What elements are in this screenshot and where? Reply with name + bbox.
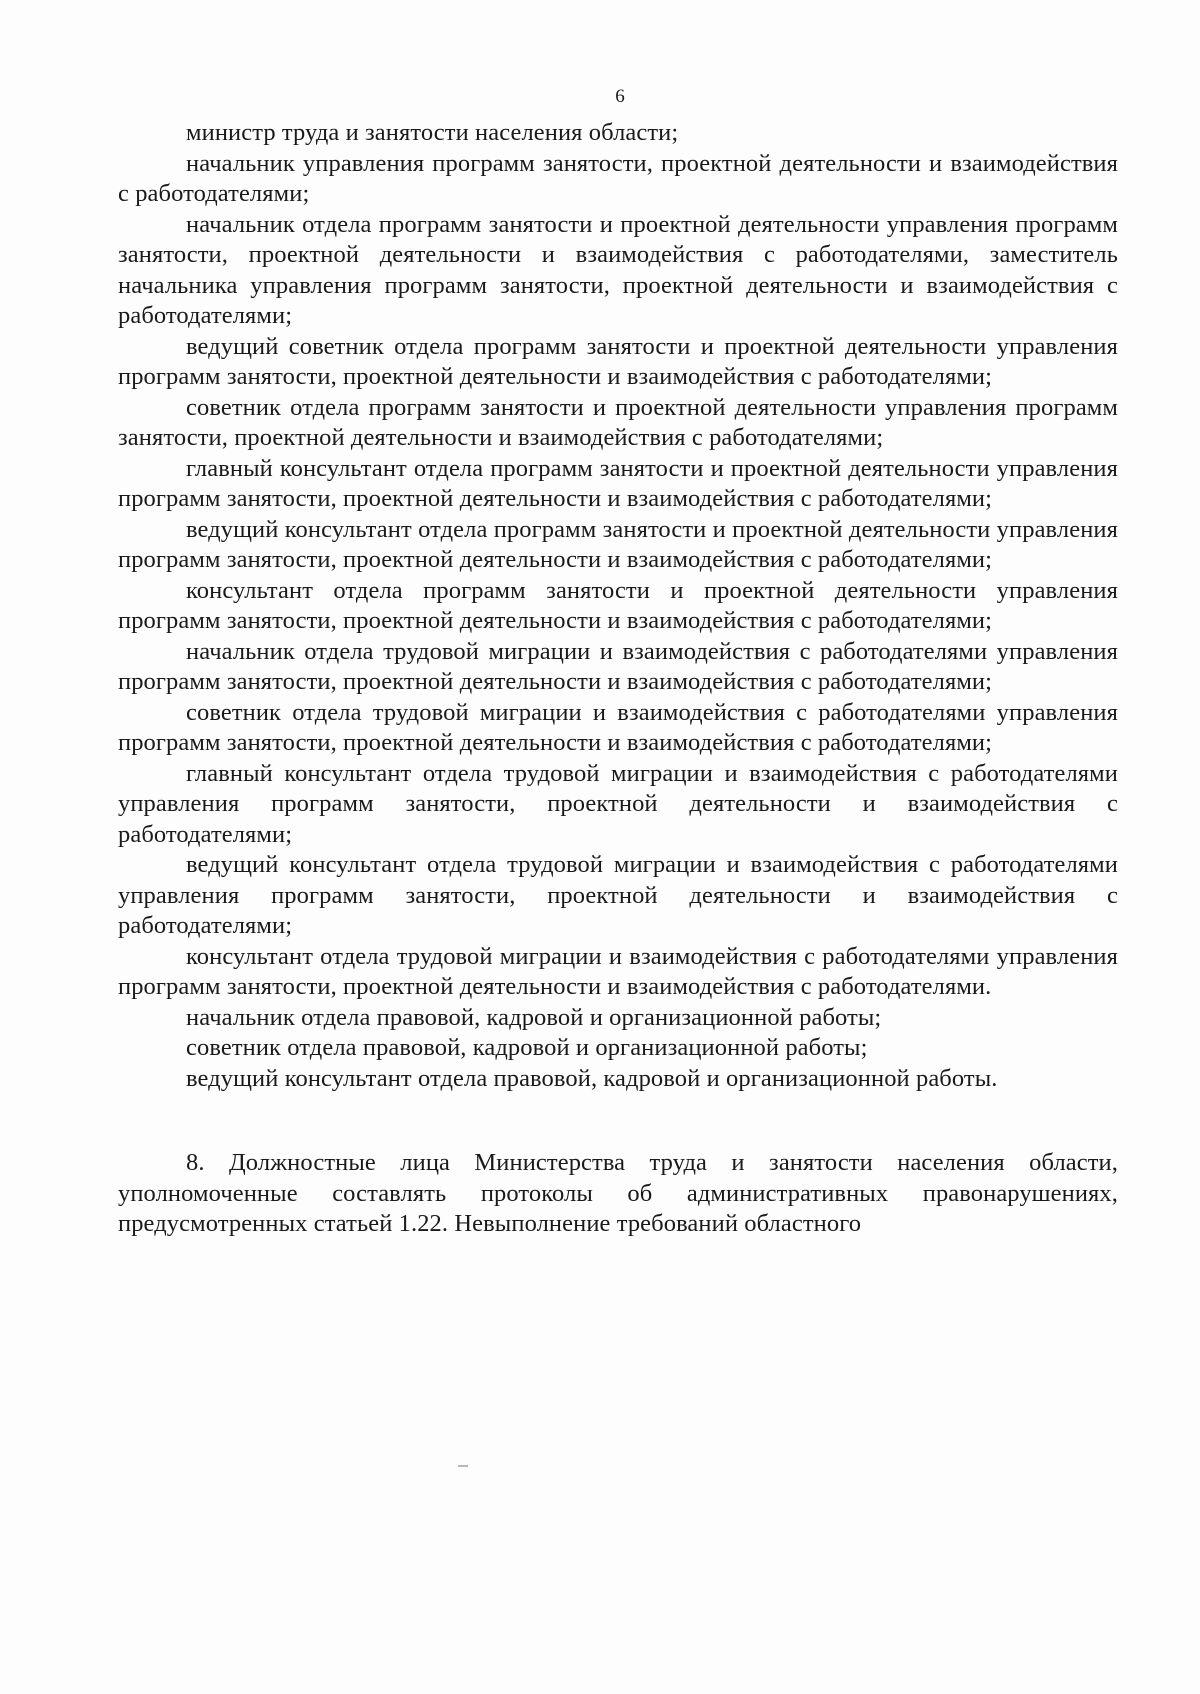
list-item: главный консультант отдела программ занятости и проектной деятельности управления программ занятости, проектной деятельности и взаимодействия с работодателями; bbox=[118, 454, 1118, 512]
list-item: ведущий консультант отдела правовой, кадровой и организационной работы. bbox=[186, 1064, 998, 1092]
list-item: главный консультант отдела трудовой миграции и взаимодействия с работодателями управления программ занятости, проектной деятельности и взаимодействия с работодателями; bbox=[118, 759, 1118, 848]
list-item: консультант отдела трудовой миграции и взаимодействия с работодателями управления программ занятости, проектной деятельности и взаимодействия с работодателями. bbox=[118, 942, 1118, 1000]
scan-mark bbox=[458, 1465, 468, 1467]
document-body bbox=[118, 118, 1118, 1240]
list-item: консультант отдела программ занятости и проектной деятельности управления программ занятости, проектной деятельности и взаимодействия с работодателями; bbox=[118, 576, 1118, 634]
list-item: советник отдела правовой, кадровой и организационной работы; bbox=[186, 1034, 868, 1061]
list-item: начальник управления программ занятости, проектной деятельности и взаимодействия с работодателями; bbox=[118, 149, 1118, 207]
list-item: ведущий консультант отдела программ занятости и проектной деятельности управления программ занятости, проектной деятельности и взаимодействия с работодателями; bbox=[118, 515, 1118, 573]
list-item: министр труда и занятости населения области; bbox=[186, 119, 679, 146]
list-item: ведущий советник отдела программ занятости и проектной деятельности управления программ занятости, проектной деятельности и взаимодействия с работодателями; bbox=[118, 332, 1118, 390]
list-item: начальник отдела правовой, кадровой и организационной работы; bbox=[186, 1003, 882, 1031]
list-item: советник отдела программ занятости и проектной деятельности управления программ занятости, проектной деятельности и взаимодействия с работодателями; bbox=[118, 393, 1118, 451]
list-item: советник отдела трудовой миграции и взаимодействия с работодателями управления программ занятости, проектной деятельности и взаимодействия с работодателями; bbox=[118, 698, 1118, 756]
page-number: 6 bbox=[615, 86, 625, 107]
list-item: начальник отдела программ занятости и проектной деятельности управления программ занятости, проектной деятельности и взаимодействия с работодателями, заместитель начальника управления программ занятости, проектной деятельности и взаимодействия с работодателями; bbox=[118, 210, 1118, 329]
numbered-paragraph: 8. Должностные лица Министерства труда и занятости населения области, уполномоченные составлять протоколы об административных правонарушениях, предусмотренных статьей 1.22. Невыполнение требований областного bbox=[118, 1149, 1118, 1237]
list-item: начальник отдела трудовой миграции и взаимодействия с работодателями управления программ занятости, проектной деятельности и взаимодействия с работодателями; bbox=[118, 637, 1118, 695]
list-item: ведущий консультант отдела трудовой миграции и взаимодействия с работодателями управления программ занятости, проектной деятельности и взаимодействия с работодателями; bbox=[118, 851, 1118, 939]
